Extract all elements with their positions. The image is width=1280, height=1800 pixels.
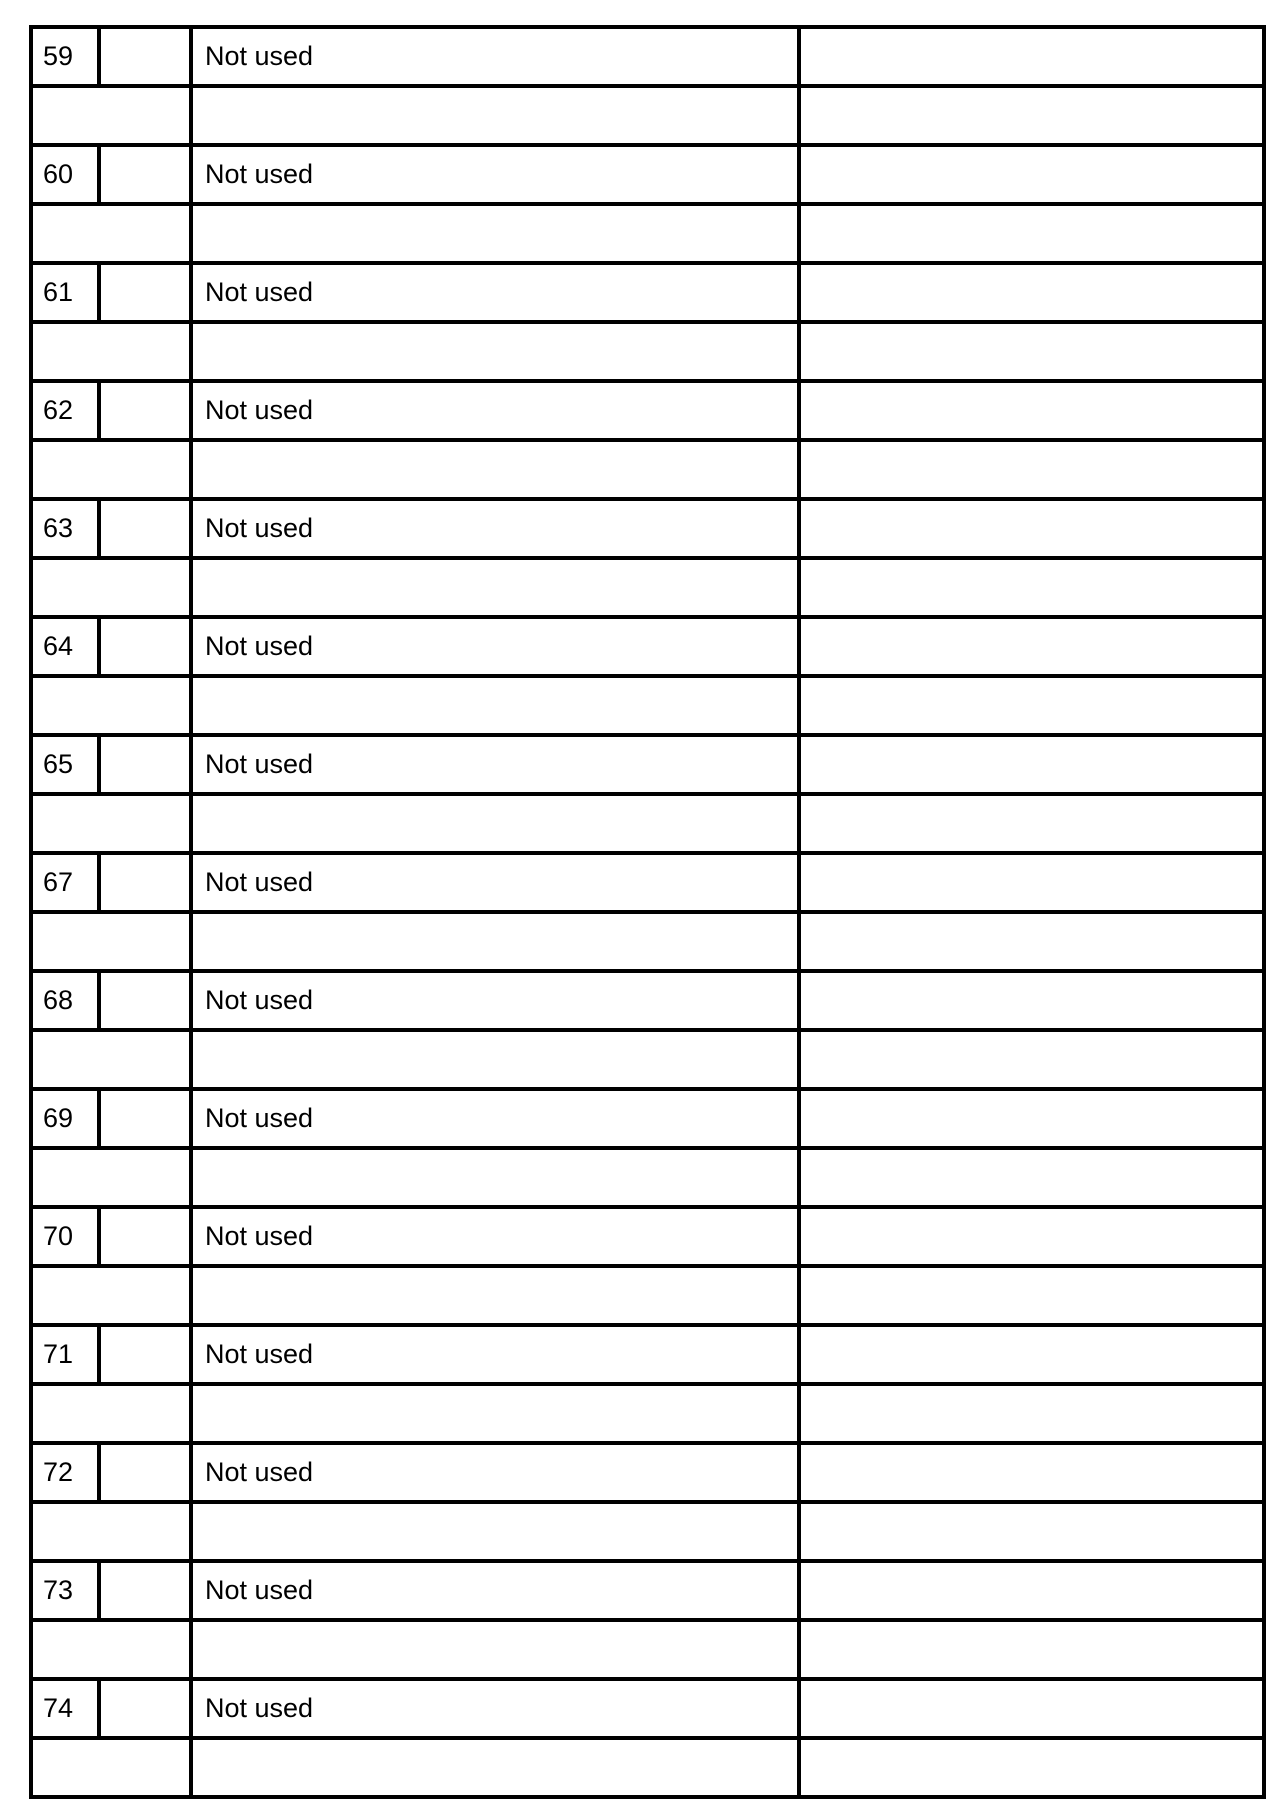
row-description: Not used bbox=[205, 1457, 314, 1487]
blank-notes-cell bbox=[799, 1384, 1264, 1443]
row-code-cell bbox=[99, 145, 191, 204]
blank-description-cell bbox=[191, 440, 799, 499]
blank-description-cell bbox=[191, 912, 799, 971]
row-description: Not used bbox=[205, 985, 314, 1015]
table-row-blank bbox=[31, 322, 1264, 381]
row-description: Not used bbox=[205, 867, 314, 897]
blank-description-cell bbox=[191, 1620, 799, 1679]
table-row bbox=[31, 617, 1264, 676]
blank-description-cell bbox=[191, 1030, 799, 1089]
row-description: Not used bbox=[205, 1221, 314, 1251]
row-number-cell bbox=[31, 263, 99, 322]
row-number: 72 bbox=[43, 1457, 74, 1487]
blank-description-cell bbox=[191, 1384, 799, 1443]
table-row-blank bbox=[31, 204, 1264, 263]
row-number: 59 bbox=[43, 41, 74, 71]
blank-number-cell bbox=[31, 440, 191, 499]
blank-description-cell bbox=[191, 1266, 799, 1325]
blank-number-cell bbox=[31, 1030, 191, 1089]
table-row bbox=[31, 1207, 1264, 1266]
table-body bbox=[31, 27, 1264, 1797]
blank-notes-cell bbox=[799, 1148, 1264, 1207]
row-description-cell bbox=[191, 1443, 799, 1502]
row-code-cell bbox=[99, 1325, 191, 1384]
row-number: 73 bbox=[43, 1575, 74, 1605]
blank-notes-cell bbox=[799, 794, 1264, 853]
row-number-cell bbox=[31, 1443, 99, 1502]
row-description: Not used bbox=[205, 277, 314, 307]
blank-number-cell bbox=[31, 1738, 191, 1797]
table-row-blank bbox=[31, 1502, 1264, 1561]
blank-notes-cell bbox=[799, 1502, 1264, 1561]
row-notes-cell bbox=[799, 145, 1264, 204]
blank-number-cell bbox=[31, 558, 191, 617]
row-description-cell bbox=[191, 145, 799, 204]
table-row-blank bbox=[31, 86, 1264, 145]
row-notes-cell bbox=[799, 1207, 1264, 1266]
table-row bbox=[31, 853, 1264, 912]
table-row bbox=[31, 145, 1264, 204]
row-number-cell bbox=[31, 735, 99, 794]
table-row bbox=[31, 971, 1264, 1030]
table-row bbox=[31, 735, 1264, 794]
row-number: 63 bbox=[43, 513, 74, 543]
row-notes-cell bbox=[799, 617, 1264, 676]
table-row bbox=[31, 1679, 1264, 1738]
blank-description-cell bbox=[191, 794, 799, 853]
row-description: Not used bbox=[205, 159, 314, 189]
row-description: Not used bbox=[205, 1103, 314, 1133]
row-number: 64 bbox=[43, 631, 74, 661]
table-row-blank bbox=[31, 794, 1264, 853]
row-notes-cell bbox=[799, 499, 1264, 558]
row-notes-cell bbox=[799, 1325, 1264, 1384]
blank-description-cell bbox=[191, 204, 799, 263]
blank-number-cell bbox=[31, 1266, 191, 1325]
table-row-blank bbox=[31, 440, 1264, 499]
table-row bbox=[31, 27, 1264, 86]
blank-number-cell bbox=[31, 676, 191, 735]
row-description-cell bbox=[191, 263, 799, 322]
row-number: 70 bbox=[43, 1221, 74, 1251]
row-notes-cell bbox=[799, 1443, 1264, 1502]
row-number-cell bbox=[31, 617, 99, 676]
row-code-cell bbox=[99, 617, 191, 676]
blank-description-cell bbox=[191, 558, 799, 617]
row-notes-cell bbox=[799, 1089, 1264, 1148]
row-description-cell bbox=[191, 27, 799, 86]
table-row-blank bbox=[31, 1266, 1264, 1325]
table-row bbox=[31, 499, 1264, 558]
table-row-blank bbox=[31, 1738, 1264, 1797]
row-description: Not used bbox=[205, 1693, 314, 1723]
row-code-cell bbox=[99, 1679, 191, 1738]
row-notes-cell bbox=[799, 1561, 1264, 1620]
row-number: 62 bbox=[43, 395, 74, 425]
row-code-cell bbox=[99, 853, 191, 912]
row-description-cell bbox=[191, 735, 799, 794]
table-row bbox=[31, 1325, 1264, 1384]
row-notes-cell bbox=[799, 263, 1264, 322]
table-row-blank bbox=[31, 1384, 1264, 1443]
blank-number-cell bbox=[31, 912, 191, 971]
blank-number-cell bbox=[31, 322, 191, 381]
row-number: 61 bbox=[43, 277, 74, 307]
row-description: Not used bbox=[205, 41, 314, 71]
row-notes-cell bbox=[799, 1679, 1264, 1738]
row-code-cell bbox=[99, 1089, 191, 1148]
row-description-cell bbox=[191, 1207, 799, 1266]
blank-notes-cell bbox=[799, 204, 1264, 263]
row-description-cell bbox=[191, 1089, 799, 1148]
row-description-cell bbox=[191, 1325, 799, 1384]
blank-notes-cell bbox=[799, 558, 1264, 617]
row-code-cell bbox=[99, 1207, 191, 1266]
row-number-cell bbox=[31, 971, 99, 1030]
row-description-cell bbox=[191, 1679, 799, 1738]
blank-number-cell bbox=[31, 204, 191, 263]
row-notes-cell bbox=[799, 735, 1264, 794]
row-code-cell bbox=[99, 381, 191, 440]
row-number: 68 bbox=[43, 985, 74, 1015]
blank-number-cell bbox=[31, 86, 191, 145]
blank-notes-cell bbox=[799, 1030, 1264, 1089]
blank-description-cell bbox=[191, 322, 799, 381]
blank-description-cell bbox=[191, 1148, 799, 1207]
row-description: Not used bbox=[205, 395, 314, 425]
row-description-cell bbox=[191, 971, 799, 1030]
row-number-cell bbox=[31, 27, 99, 86]
table-row-blank bbox=[31, 558, 1264, 617]
table-row-blank bbox=[31, 1148, 1264, 1207]
row-notes-cell bbox=[799, 971, 1264, 1030]
row-description: Not used bbox=[205, 513, 314, 543]
row-code-cell bbox=[99, 735, 191, 794]
row-number: 71 bbox=[43, 1339, 74, 1369]
row-number-cell bbox=[31, 1679, 99, 1738]
table-row bbox=[31, 1443, 1264, 1502]
row-code-cell bbox=[99, 1561, 191, 1620]
row-code-cell bbox=[99, 263, 191, 322]
row-code-cell bbox=[99, 971, 191, 1030]
row-number: 67 bbox=[43, 867, 74, 897]
form-table bbox=[29, 25, 1266, 1799]
row-code-cell bbox=[99, 499, 191, 558]
blank-notes-cell bbox=[799, 1738, 1264, 1797]
row-description-cell bbox=[191, 1561, 799, 1620]
row-description-cell bbox=[191, 853, 799, 912]
blank-number-cell bbox=[31, 1620, 191, 1679]
table-row-blank bbox=[31, 912, 1264, 971]
row-description-cell bbox=[191, 381, 799, 440]
blank-notes-cell bbox=[799, 86, 1264, 145]
row-number: 69 bbox=[43, 1103, 74, 1133]
blank-number-cell bbox=[31, 1502, 191, 1561]
row-number-cell bbox=[31, 1561, 99, 1620]
row-description: Not used bbox=[205, 749, 314, 779]
blank-notes-cell bbox=[799, 676, 1264, 735]
row-number-cell bbox=[31, 145, 99, 204]
row-number: 74 bbox=[43, 1693, 74, 1723]
row-description: Not used bbox=[205, 1339, 314, 1369]
table-row-blank bbox=[31, 1030, 1264, 1089]
blank-notes-cell bbox=[799, 440, 1264, 499]
blank-notes-cell bbox=[799, 1620, 1264, 1679]
row-number-cell bbox=[31, 853, 99, 912]
blank-description-cell bbox=[191, 1738, 799, 1797]
row-notes-cell bbox=[799, 27, 1264, 86]
table-row bbox=[31, 1089, 1264, 1148]
row-number-cell bbox=[31, 1089, 99, 1148]
row-notes-cell bbox=[799, 853, 1264, 912]
row-number-cell bbox=[31, 1325, 99, 1384]
row-number: 60 bbox=[43, 159, 74, 189]
blank-description-cell bbox=[191, 676, 799, 735]
row-notes-cell bbox=[799, 381, 1264, 440]
blank-notes-cell bbox=[799, 322, 1264, 381]
blank-description-cell bbox=[191, 86, 799, 145]
row-number-cell bbox=[31, 1207, 99, 1266]
blank-notes-cell bbox=[799, 1266, 1264, 1325]
blank-number-cell bbox=[31, 1148, 191, 1207]
blank-description-cell bbox=[191, 1502, 799, 1561]
row-description-cell bbox=[191, 499, 799, 558]
table-row bbox=[31, 1561, 1264, 1620]
table-row-blank bbox=[31, 1620, 1264, 1679]
table-row-blank bbox=[31, 676, 1264, 735]
row-number: 65 bbox=[43, 749, 74, 779]
blank-notes-cell bbox=[799, 912, 1264, 971]
blank-number-cell bbox=[31, 1384, 191, 1443]
row-description: Not used bbox=[205, 1575, 314, 1605]
row-code-cell bbox=[99, 27, 191, 86]
table-row bbox=[31, 381, 1264, 440]
row-description: Not used bbox=[205, 631, 314, 661]
row-description-cell bbox=[191, 617, 799, 676]
row-number-cell bbox=[31, 499, 99, 558]
row-code-cell bbox=[99, 1443, 191, 1502]
row-number-cell bbox=[31, 381, 99, 440]
table-row bbox=[31, 263, 1264, 322]
blank-number-cell bbox=[31, 794, 191, 853]
